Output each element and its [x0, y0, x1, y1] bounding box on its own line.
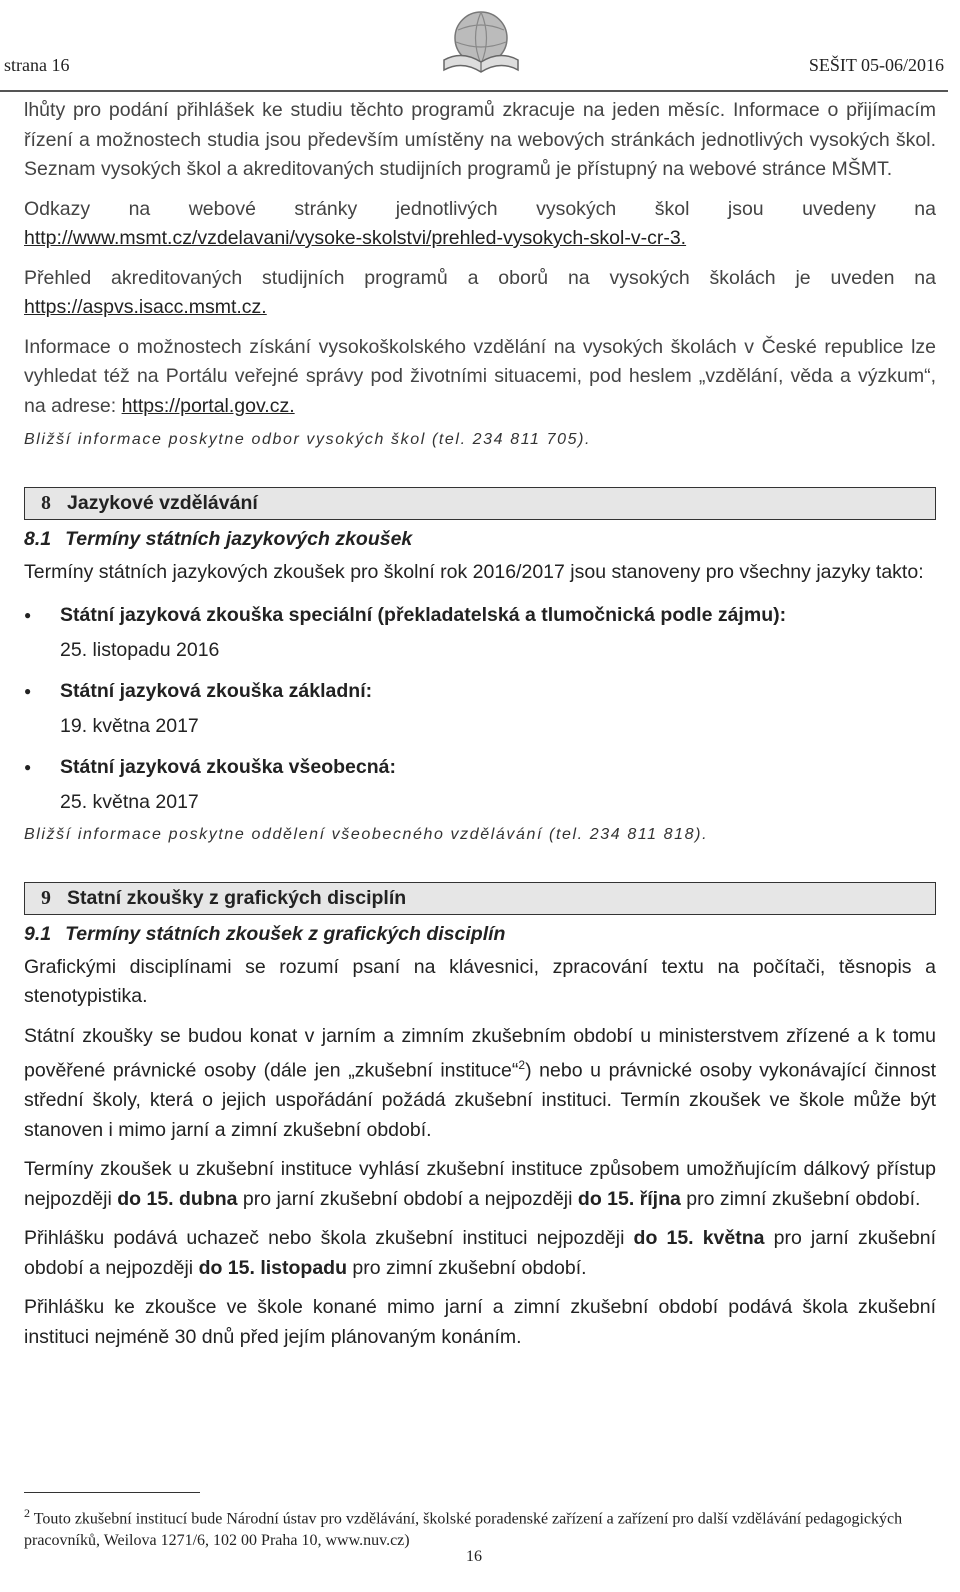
intro-contact-note: Bližší informace poskytne odbor vysokých škol (tel. 234 811 705). [24, 431, 592, 448]
intro-paragraph-4 [24, 333, 936, 422]
subsection-8-1-heading [24, 526, 936, 552]
section-9-p4-text-a: Přihlášku podává uchazeč nebo škola zkušební instituci nejpozději [24, 1227, 634, 1249]
header-issue-label: SEŠIT 05-06/2016 [808, 55, 944, 75]
winter-deadline: do 15. října [577, 1187, 681, 1210]
globe-book-logo-icon [436, 0, 526, 84]
subsection-8-1-number: 8.1 [24, 528, 52, 550]
intro-paragraph-3-text: Přehled akreditovaných studijních programů a oborů na vysokých školách je uveden na [24, 266, 936, 289]
section-9-paragraph-5: Přihlášku ke zkoušce ve škole konané mimo jarní a zimní zkušební období podává škola zkušební instituci nejméně 30 dnů před jejím plánovaným konáním. [24, 1296, 936, 1348]
exam-date-basic: 19. května 2017 [60, 714, 199, 737]
exam-item-basic: ● Státní jazyková zkouška základní: [24, 674, 936, 709]
footnote-number: 2 [24, 1506, 30, 1520]
section-8-intro: Termíny státních jazykových zkoušek pro školní rok 2016/2017 jsou stanoveny pro všechny jazyky takto: [24, 561, 924, 583]
section-8-heading [24, 487, 936, 520]
page-number: 16 [466, 1548, 482, 1565]
section-8-title: Jazykové vzdělávání [67, 492, 258, 514]
section-9-number: 9 [41, 887, 51, 909]
winter-application-deadline: do 15. listopadu [198, 1256, 347, 1279]
footnote [24, 1502, 904, 1552]
section-9-title: Statní zkoušky z grafických disciplín [67, 886, 407, 909]
footnote-divider [24, 1492, 200, 1493]
intro-paragraph-2-text: Odkazy na webové stránky jednotlivých vysokých škol jsou uvedeny na [24, 197, 936, 220]
header-divider [0, 90, 948, 92]
section-8-number: 8 [41, 493, 51, 514]
subsection-9-1-number: 9.1 [24, 922, 52, 945]
page-header [0, 0, 960, 100]
intro-paragraph-4-text: Informace o možnostech získání vysokoškolského vzdělání na vysokých školách v České republice lze vyhledat též na Portálu veřejné správy pod životními situacemi, pod heslem „vzdělání, věda a výzkum“, na adrese: [24, 335, 936, 417]
page-content [24, 96, 936, 1362]
section-9-p2-text-b: ) nebo u právnické osoby vykonávající činnost střední školy, která o jejich uspořádání požádá zkušební instituci. Termín zkoušek ve škole může být stanoven i mimo jarní a zimní zkušební období. [24, 1059, 936, 1141]
section-9-paragraph-3 [24, 1155, 936, 1214]
section-9-heading [24, 882, 936, 915]
footnote-text: Touto zkušební institucí bude Národní ústav pro vzdělávání, školské poradenské zařízení a zařízení pro další vzdělávání pedagogických pracovníků, Weilova 1271/6, 102 00 Praha 10, www.nuv.cz) [24, 1510, 903, 1550]
section-9-p3-text-a: Termíny zkoušek u zkušební instituce vyhlásí zkušební instituce způsobem umožňujícím dálkový přístup nejpozději [24, 1158, 936, 1210]
footnote-reference: 2 [518, 1058, 526, 1072]
aspvs-link[interactable]: https://aspvs.isacc.msmt.cz. [24, 296, 267, 318]
section-9-p4-text-c: pro jarní zkušební období a nejpozději [24, 1227, 936, 1279]
section-8-contact-note: Bližší informace poskytne oddělení všeobecného vzdělávání (tel. 234 811 818). [24, 825, 709, 843]
exam-date-general: 25. května 2017 [60, 790, 199, 813]
spring-deadline: do 15. dubna [117, 1187, 238, 1210]
header-page-label: strana 16 [4, 55, 70, 75]
subsection-8-1-title: Termíny státních jazykových zkoušek [65, 528, 413, 550]
exam-item-special: ● Státní jazyková zkouška speciální (překladatelská a tlumočnická podle zájmu): [24, 598, 936, 633]
section-9-paragraph-2 [24, 1022, 936, 1146]
exam-list [24, 598, 936, 633]
intro-paragraph-3 [24, 264, 936, 323]
section-9-p3-text-c: pro jarní zkušební období a nejpozději [237, 1187, 578, 1210]
msmt-schools-link[interactable]: http://www.msmt.cz/vzdelavani/vysoke-skolstvi/prehled-vysokych-skol-v-cr-3. [24, 227, 687, 249]
section-9-p2-text-a: Státní zkoušky se budou konat v jarním a zimním zkušebním období u ministerstvem zřízené a k tomu pověřené právnické osoby (dále jen „zkušební instituce“ [24, 1024, 936, 1082]
section-9-paragraph-4 [24, 1224, 936, 1283]
spring-application-deadline: do 15. května [633, 1227, 765, 1249]
section-9-p3-text-e: pro zimní zkušební období. [680, 1187, 921, 1210]
intro-paragraph-1: lhůty pro podání přihlášek ke studiu těchto programů zkracuje na jeden měsíc. Informace o přijímacím řízení a možnostech studia jsou především umístěny na webových stránkách jednotlivých vysokých škol. Seznam vysokých škol a akreditovaných studijních programů je přístupný na webové stránce MŠMT. [24, 99, 936, 180]
intro-paragraph-2 [24, 195, 936, 254]
portal-link[interactable]: https://portal.gov.cz. [121, 394, 295, 417]
exam-list [24, 674, 936, 709]
exam-date-special: 25. listopadu 2016 [60, 638, 220, 661]
exam-item-general: ● Státní jazyková zkouška všeobecná: [24, 750, 936, 785]
section-9-p4-text-e: pro zimní zkušební období. [347, 1256, 587, 1279]
section-9-paragraph-1: Grafickými disciplínami se rozumí psaní na klávesnici, zpracování textu na počítači, těsnopis a stenotypistika. [24, 955, 936, 1007]
exam-list [24, 750, 936, 785]
subsection-9-1-title: Termíny státních zkoušek z grafických disciplín [65, 922, 506, 945]
subsection-9-1-heading [24, 921, 936, 947]
